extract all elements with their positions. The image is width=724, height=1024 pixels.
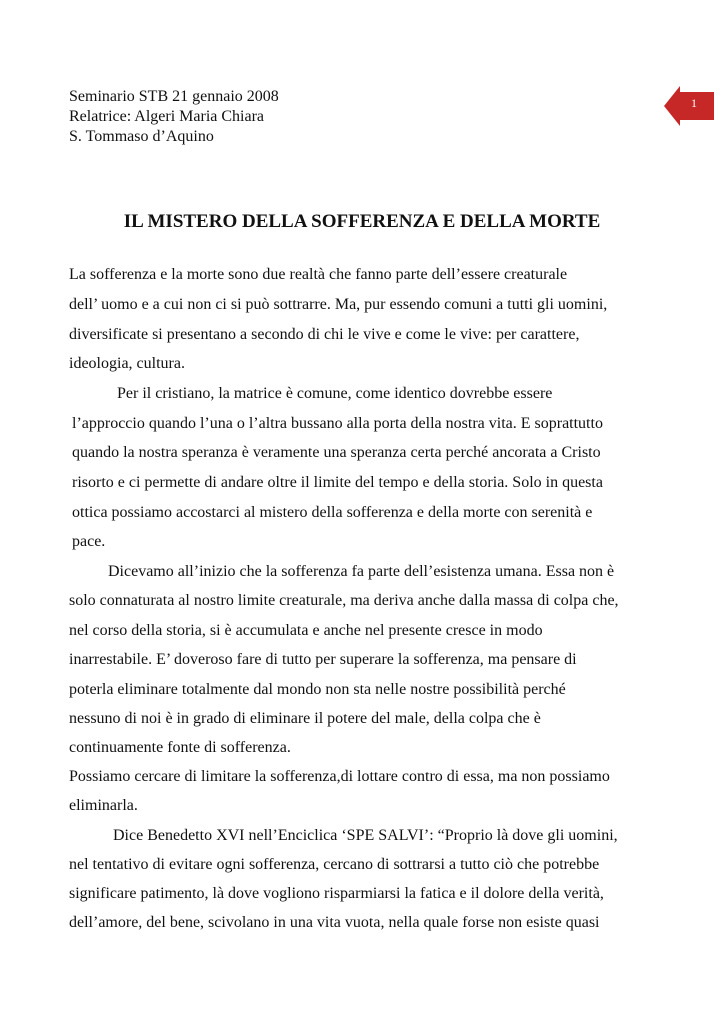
seminar-line: Seminario STB 21 gennaio 2008 — [69, 88, 279, 105]
page-number: 1 — [691, 96, 697, 110]
body-line: eliminarla. — [69, 797, 138, 814]
page-title: IL MISTERO DELLA SOFFERENZA E DELLA MORTE — [123, 211, 601, 232]
body-line: solo connaturata al nostro limite creaturale, ma deriva anche dalla massa di colpa che, — [69, 592, 619, 609]
body-line: pace. — [72, 533, 106, 550]
body-line: La sofferenza e la morte sono due realtà che fanno parte dell’essere creaturale — [69, 266, 568, 283]
body-line: continuamente fonte di sofferenza. — [69, 739, 291, 756]
body-line: risorto e ci permette di andare oltre il limite del tempo e della storia. Solo in questa — [72, 474, 603, 491]
body-line: Dice Benedetto XVI nell’Enciclica ‘SPE SALVI’: “Proprio là dove gli uomini, — [113, 827, 618, 844]
body-line: Per il cristiano, la matrice è comune, come identico dovrebbe essere — [117, 385, 553, 402]
body-line: nessuno di noi è in grado di eliminare il potere del male, della colpa che è — [69, 710, 541, 727]
body-line: diversificate si presentano a secondo di chi le vive e come le vive: per carattere, — [69, 326, 580, 343]
body-line: dell’ uomo e a cui non ci si può sottrarre. Ma, pur essendo comuni a tutti gli uomini, — [69, 296, 608, 313]
page-number-marker — [664, 86, 714, 126]
body-line: ottica possiamo accostarci al mistero della sofferenza e della morte con serenità e — [72, 504, 593, 521]
body-line: significare patimento, là dove vogliono risparmiarsi la fatica e il dolore della verità, — [69, 885, 604, 902]
document-header — [69, 87, 279, 147]
body-line: dell’amore, del bene, scivolano in una vita vuota, nella quale forse non esiste quasi — [69, 914, 600, 931]
parish-line: S. Tommaso d’Aquino — [69, 128, 214, 145]
body-line: ideologia, cultura. — [69, 355, 185, 372]
body-line: Possiamo cercare di limitare la sofferenza,di lottare contro di essa, ma non possiamo — [69, 768, 610, 785]
body-line: inarrestabile. E’ doveroso fare di tutto per superare la sofferenza, ma pensare di — [69, 651, 577, 668]
body-line: l’approccio quando l’una o l’altra bussano alla porta della nostra vita. E soprattutto — [72, 415, 603, 432]
arrow-left-icon — [664, 86, 714, 126]
body-line: Dicevamo all’inizio che la sofferenza fa parte dell’esistenza umana. Essa non è — [108, 563, 615, 580]
speaker-line: Relatrice: Algeri Maria Chiara — [69, 108, 265, 125]
body-line: nel tentativo di evitare ogni sofferenza, cercano di sottrarsi a tutto ciò che potrebbe — [69, 856, 600, 873]
body-line: nel corso della storia, si è accumulata e anche nel presente cresce in modo — [69, 622, 543, 639]
body-line: poterla eliminare totalmente dal mondo non sta nelle nostre possibilità perché — [69, 681, 566, 698]
body-line: quando la nostra speranza è veramente una speranza certa perché ancorata a Cristo — [72, 444, 601, 461]
